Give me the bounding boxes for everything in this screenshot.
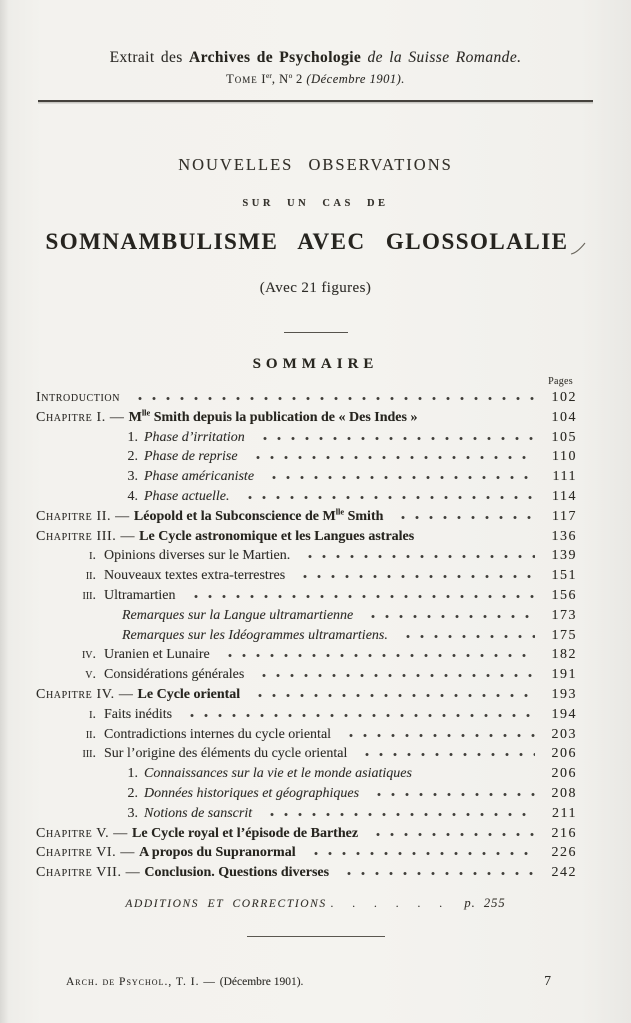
toc-row-title xyxy=(36,388,120,408)
text-segment: Extrait des xyxy=(109,49,189,66)
toc-row-title xyxy=(36,507,383,527)
toc-row-title xyxy=(144,764,412,784)
toc-row-page: 191 xyxy=(551,667,577,683)
toc-row-number: 2. xyxy=(127,449,138,465)
dot-leader xyxy=(239,487,535,500)
toc-row xyxy=(36,705,577,725)
toc-row-number: 3. xyxy=(127,469,138,485)
toc-row-title xyxy=(36,527,414,547)
toc-row-page: 111 xyxy=(552,469,577,485)
toc-row-page: 193 xyxy=(551,686,577,702)
toc-row-title xyxy=(144,467,254,487)
toc-row-title xyxy=(104,744,347,764)
toc-row-page: 206 xyxy=(551,766,577,782)
toc-row-title xyxy=(104,665,244,685)
text-segment: Sur l’origine des éléments du cycle oriental xyxy=(104,746,348,762)
toc-row xyxy=(36,863,577,883)
figures-note: (Avec 21 figures) xyxy=(259,280,372,296)
toc-row-page: 104 xyxy=(551,409,577,425)
toc-row-page: 206 xyxy=(551,746,577,762)
text-segment: Opinions diverses sur le Martien. xyxy=(104,548,291,564)
toc-row-page: 102 xyxy=(551,390,577,405)
toc-row-title xyxy=(144,784,359,804)
dot-leader xyxy=(247,447,535,460)
dot-leader xyxy=(362,606,535,619)
toc-row-number: 1. xyxy=(127,766,138,782)
dot-leader xyxy=(397,626,535,639)
toc-row-title xyxy=(144,428,245,448)
toc-row-number: ii. xyxy=(85,568,96,584)
toc-row-title xyxy=(104,546,290,566)
text-segment: Uranien et Lunaire xyxy=(104,647,210,663)
dot-leader xyxy=(219,645,535,658)
toc-row xyxy=(36,467,577,487)
toc-row xyxy=(36,764,577,784)
toc-row xyxy=(36,586,577,606)
dot-leader xyxy=(305,843,535,856)
dot-leader xyxy=(299,546,535,559)
dot-leader xyxy=(185,586,535,599)
footer-imprint-rest: (Décembre 1901). xyxy=(219,975,304,988)
toc-row-title xyxy=(36,843,296,863)
toc-row-title xyxy=(144,487,230,507)
text-segment: Chapitre IV. — xyxy=(36,686,138,702)
toc-row-number: iii. xyxy=(82,746,96,762)
toc-row-page: 136 xyxy=(551,528,577,544)
text-segment: Archives de Psychologie xyxy=(189,49,362,66)
toc-row-page: 175 xyxy=(551,627,577,643)
toc-row-title xyxy=(144,447,238,467)
toc-row xyxy=(36,388,577,408)
text-segment: Chapitre II. — xyxy=(36,508,134,524)
toc-row-number: iii. xyxy=(82,587,96,603)
text-segment: Ultramartien xyxy=(104,587,176,603)
text-segment: Chapitre VI. — xyxy=(36,845,140,861)
toc-row-page: 139 xyxy=(551,548,577,564)
toc-row xyxy=(36,487,577,507)
text-segment: Introduction xyxy=(36,390,121,405)
toc-row-page: 226 xyxy=(551,845,577,861)
text-segment: Chapitre III. — xyxy=(36,528,140,544)
toc-row-number: 4. xyxy=(127,488,138,504)
text-segment: (Décembre 1901). xyxy=(306,72,405,86)
toc-row-title xyxy=(122,626,388,646)
toc-additions-line xyxy=(0,896,631,911)
text-segment: Phase américaniste xyxy=(144,469,255,485)
dot-leader xyxy=(340,725,535,738)
text-segment: Chapitre VII. — xyxy=(36,865,145,881)
dot-leader xyxy=(181,705,535,718)
masthead-line2 xyxy=(0,72,631,87)
text-segment: Tome xyxy=(226,72,258,86)
toc-row-page: 117 xyxy=(552,508,577,524)
toc-row xyxy=(36,804,577,824)
text-segment: Faits inédits xyxy=(104,706,173,722)
pen-mark-icon xyxy=(570,236,586,262)
toc-row-page: 203 xyxy=(551,726,577,742)
toc-row-page: 151 xyxy=(551,568,577,584)
text-segment: Phase actuelle. xyxy=(144,488,230,504)
toc-row-page: 216 xyxy=(551,825,577,841)
text-segment: Considérations générales xyxy=(104,667,245,683)
text-segment: Nouveaux textes extra-terrestres xyxy=(104,568,286,584)
toc-row xyxy=(36,843,577,863)
text-segment: Conclusion. Questions diverses xyxy=(144,865,330,881)
additions-dots: . . . . . . xyxy=(330,897,449,910)
masthead xyxy=(0,0,631,87)
toc-row-title xyxy=(36,685,240,705)
toc-row-title xyxy=(104,566,285,586)
text-segment: Données historiques et géographiques xyxy=(144,785,360,801)
toc-row-page: 194 xyxy=(551,706,577,722)
additions-label: ADDITIONS ET CORRECTIONS xyxy=(125,897,327,910)
dot-leader xyxy=(392,507,535,520)
footer-imprint-smallcaps: Arch. de Psychol., T. I. — xyxy=(66,975,220,988)
text-segment: de la Suisse Romande. xyxy=(361,49,522,66)
sommaire-heading: SOMMAIRE xyxy=(252,356,379,372)
dot-leader xyxy=(356,744,535,757)
toc-row-number: v. xyxy=(85,667,96,683)
toc-row xyxy=(36,626,577,646)
toc-row-page: 105 xyxy=(551,429,577,445)
dot-leader xyxy=(261,804,535,817)
toc-row-page: 208 xyxy=(551,785,577,801)
toc-row-page: 114 xyxy=(552,488,577,504)
dot-leader xyxy=(338,863,535,876)
text-segment: Remarques sur les Idéogrammes ultramartiens. xyxy=(122,627,388,643)
text-segment: Le Cycle astronomique et les Langues astrales xyxy=(139,528,415,544)
toc-row-title xyxy=(144,804,252,824)
text-segment: Chapitre V. — xyxy=(36,825,133,841)
subtitle: SUR UN CAS DE xyxy=(242,198,389,209)
toc-row-title xyxy=(104,586,176,606)
toc-row-number: i. xyxy=(89,706,96,722)
toc-row xyxy=(36,744,577,764)
toc-row-number: 1. xyxy=(127,429,138,445)
text-segment: Remarques sur la Langue ultramartienne xyxy=(122,607,354,623)
toc-row-title xyxy=(122,606,353,626)
pages-column-label: Pages xyxy=(548,376,573,387)
toc-row xyxy=(36,546,577,566)
toc-row xyxy=(36,447,577,467)
text-segment: Chapitre I. — xyxy=(36,409,129,425)
supertitle: NOUVELLES OBSERVATIONS xyxy=(178,155,453,174)
toc-row-page: 182 xyxy=(551,647,577,663)
text-segment: Phase de reprise xyxy=(144,449,238,465)
toc-row xyxy=(36,566,577,586)
toc-row xyxy=(36,824,577,844)
toc-row-title xyxy=(36,863,329,883)
dot-leader xyxy=(249,685,535,698)
toc-row xyxy=(36,665,577,685)
text-segment: Le Cycle royal et l’épisode de Barthez xyxy=(132,825,359,841)
toc-row xyxy=(36,685,577,705)
toc-row xyxy=(36,428,577,448)
text-segment: $M^{lle}$ Smith depuis la publication de « Des Indes » xyxy=(128,408,418,425)
toc xyxy=(0,388,631,883)
masthead-line1 xyxy=(0,49,631,67)
main-title-text: SOMNAMBULISME AVEC GLOSSOLALIE xyxy=(45,229,569,254)
toc-row-number: i. xyxy=(89,548,96,564)
text-segment: Léopold et la Subconscience de $M^{lle}$ Smith xyxy=(133,507,384,524)
footer xyxy=(0,973,631,989)
main-title xyxy=(0,229,631,255)
text-segment: Le Cycle oriental xyxy=(137,686,241,702)
toc-row-number: ii. xyxy=(85,726,96,742)
text-segment: Contradictions internes du cycle oriental xyxy=(104,726,332,742)
text-segment: Ier, $N^o$ 2 xyxy=(257,70,307,86)
dot-leader xyxy=(263,467,535,480)
footer-page-number: 7 xyxy=(544,972,551,988)
toc-row-number: iv. xyxy=(81,647,96,663)
toc-row xyxy=(36,408,577,428)
toc-row-title xyxy=(104,645,210,665)
toc-row xyxy=(36,645,577,665)
text-segment: Notions de sanscrit xyxy=(144,805,253,821)
toc-row xyxy=(36,606,577,626)
toc-row xyxy=(36,725,577,745)
footer-divider xyxy=(247,936,385,937)
toc-row-title xyxy=(104,725,331,745)
dot-leader xyxy=(253,665,535,678)
dot-leader xyxy=(129,388,535,401)
toc-row-title xyxy=(36,408,417,428)
dot-leader xyxy=(367,824,535,837)
toc-row-page: 211 xyxy=(552,805,577,821)
toc-row-page: 242 xyxy=(551,865,577,881)
toc-row-page: 173 xyxy=(551,607,577,623)
toc-row xyxy=(36,527,577,547)
title-divider xyxy=(284,332,348,333)
toc-row-page: 156 xyxy=(551,587,577,603)
dot-leader xyxy=(294,566,535,579)
header-rule xyxy=(38,100,593,102)
toc-row-title xyxy=(36,824,358,844)
dot-leader xyxy=(368,784,535,797)
additions-page: p. 255 xyxy=(464,895,506,910)
toc-row xyxy=(36,507,577,527)
toc-row xyxy=(36,784,577,804)
text-segment: Phase d’irritation xyxy=(144,429,245,445)
toc-row-page: 110 xyxy=(552,449,577,465)
toc-row-number: 3. xyxy=(127,805,138,821)
footer-imprint xyxy=(66,976,303,988)
toc-row-number: 2. xyxy=(127,785,138,801)
toc-row-title xyxy=(104,705,172,725)
text-segment: A propos du Supranormal xyxy=(139,845,296,861)
text-segment: Connaissances sur la vie et le monde asiatiques xyxy=(144,766,412,782)
dot-leader xyxy=(254,428,535,441)
